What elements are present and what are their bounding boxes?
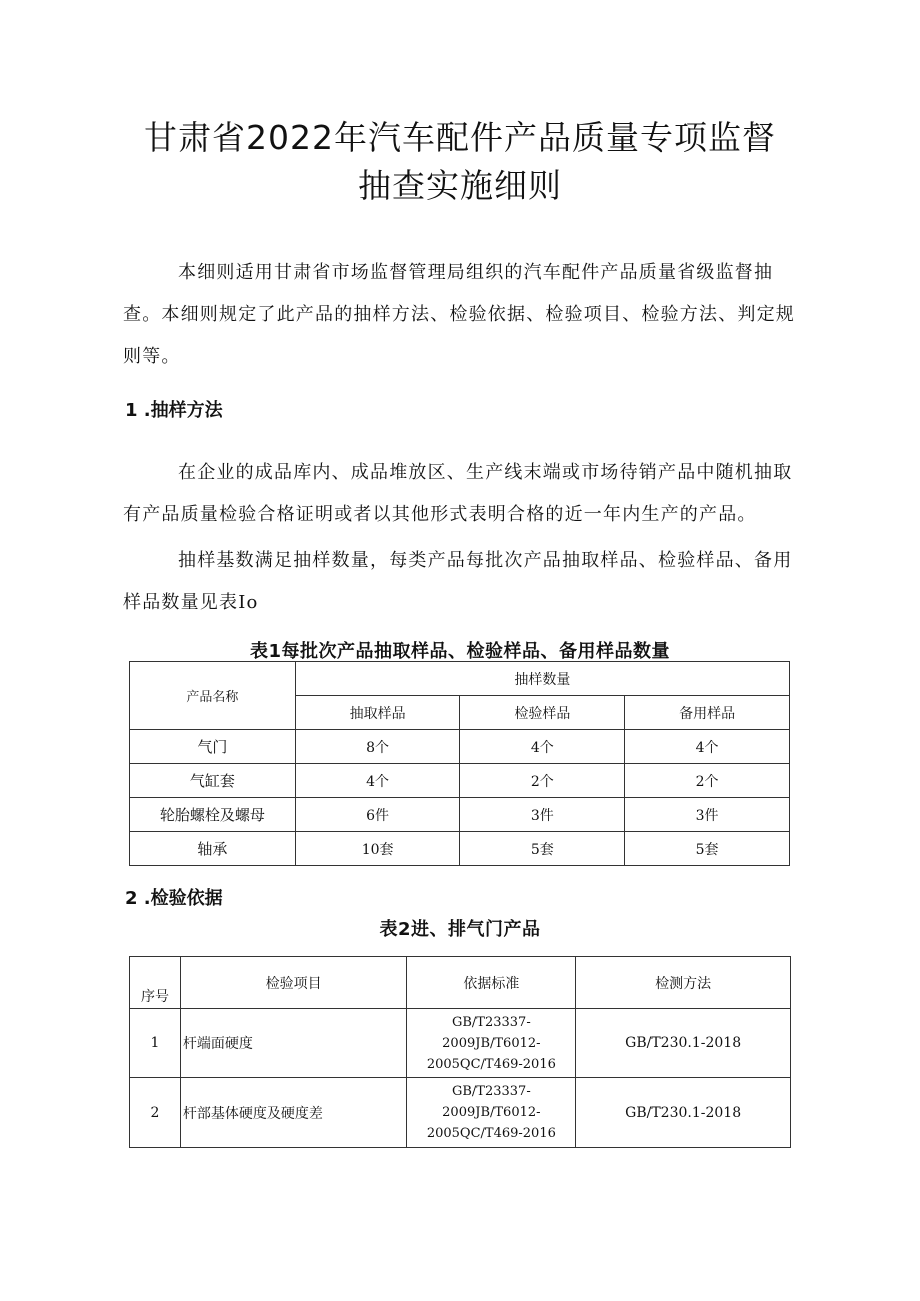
standard-line: GB/T23337-: [451, 1014, 531, 1030]
drawn-count: 10套: [295, 832, 460, 866]
tested-count: 3件: [460, 798, 625, 832]
spare-count: 4个: [625, 730, 790, 764]
inspection-item: 杆部基体硬度及硬度差: [180, 1078, 407, 1148]
basis-standard: [407, 1009, 576, 1078]
header-test-method: 检测方法: [576, 957, 791, 1009]
sampling-paragraph: 在企业的成品库内、成品堆放区、生产线末端或市场待销产品中随机抽取有产品质量检验合格证明或者以其他形式表明合格的近一年内生产的产品。: [123, 462, 793, 525]
header-spare: 备用样品: [625, 696, 790, 730]
table-row: [130, 730, 790, 764]
table2-caption: 表2进、排气门产品: [379, 919, 541, 940]
table-row: [130, 798, 790, 832]
test-method: GB/T230.1-2018: [576, 1009, 791, 1078]
spare-count: 3件: [625, 798, 790, 832]
header-basis-standard: 依据标准: [407, 957, 576, 1009]
table-row: [130, 832, 790, 866]
tested-count: 4个: [460, 730, 625, 764]
drawn-count: 8个: [295, 730, 460, 764]
intro-paragraph: 本细则适用甘肃省市场监督管理局组织的汽车配件产品质量省级监督抽查。本细则规定了此产品的抽样方法、检验依据、检验项目、检验方法、判定规则等。: [123, 262, 795, 367]
product-name: 轮胎螺栓及螺母: [130, 798, 296, 832]
serial-no: 2: [130, 1078, 181, 1148]
standard-line: 2005QC/T469-2016: [426, 1126, 556, 1141]
header-drawn: 抽取样品: [295, 696, 460, 730]
sample-quantity-table: [129, 661, 790, 866]
standard-line: 2009JB/T6012-: [442, 1105, 541, 1120]
drawn-count: 4个: [295, 764, 460, 798]
section2-heading: 2 .检验依据: [125, 888, 223, 909]
document-title-line1: 甘肃省2022年汽车配件产品质量专项监督: [144, 118, 776, 157]
document-title-line2: 抽查实施细则: [358, 166, 562, 205]
product-name: 轴承: [130, 832, 296, 866]
table-row: [130, 764, 790, 798]
serial-no: 1: [130, 1009, 181, 1078]
spare-count: 2个: [625, 764, 790, 798]
basis-standard: [407, 1078, 576, 1148]
header-inspection-item: 检验项目: [180, 957, 407, 1009]
spare-count: 5套: [625, 832, 790, 866]
table1-caption: 表1每批次产品抽取样品、检验样品、备用样品数量: [249, 641, 671, 662]
test-method: GB/T230.1-2018: [576, 1078, 791, 1148]
section1-heading: 1 .抽样方法: [125, 400, 223, 421]
standard-line: 2005QC/T469-2016: [426, 1056, 556, 1072]
header-serial-no: 序号: [130, 957, 181, 1009]
inspection-item: 杆端面硬度: [180, 1009, 407, 1078]
drawn-count: 6件: [295, 798, 460, 832]
header-tested: 检验样品: [460, 696, 625, 730]
table-row: [130, 1009, 791, 1078]
header-product-name: 产品名称: [130, 662, 296, 730]
standard-line: GB/T23337-: [451, 1084, 531, 1099]
product-name: 气门: [130, 730, 296, 764]
standard-line: 2009JB/T6012-: [442, 1035, 541, 1051]
tested-count: 2个: [460, 764, 625, 798]
table-row: [130, 1078, 791, 1148]
product-name: 气缸套: [130, 764, 296, 798]
inspection-basis-table: [129, 956, 791, 1148]
sampling-quantity-paragraph: 抽样基数满足抽样数量，每类产品每批次产品抽取样品、检验样品、备用样品数量见表Io: [123, 550, 793, 613]
header-sample-quantity: 抽样数量: [295, 662, 789, 696]
tested-count: 5套: [460, 832, 625, 866]
